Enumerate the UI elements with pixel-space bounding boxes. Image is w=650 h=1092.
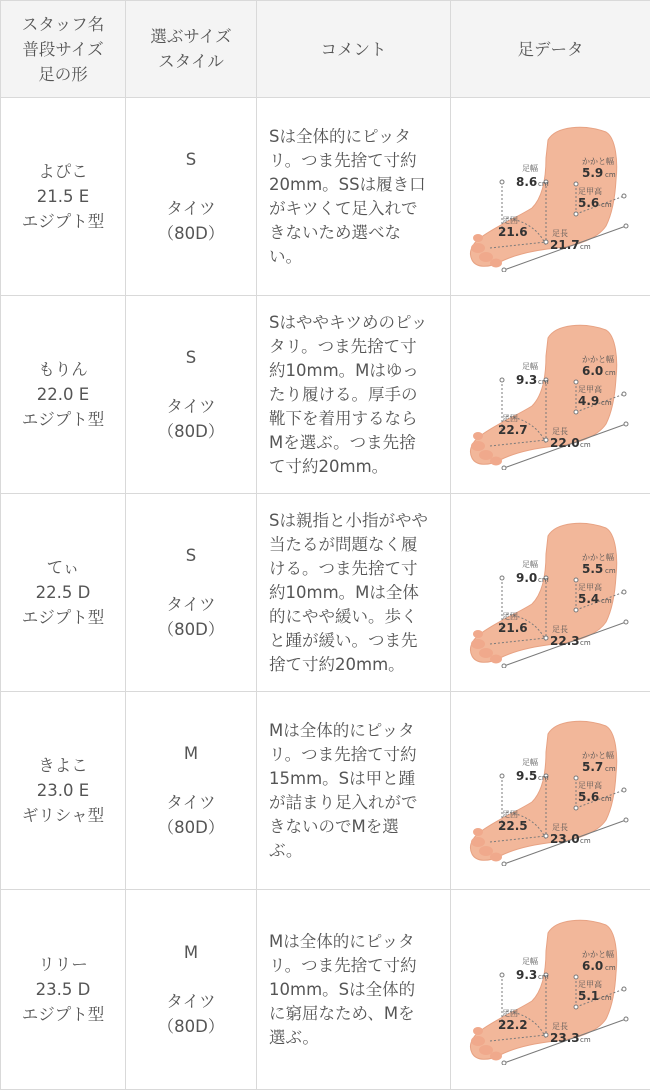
toe-icon [490, 852, 502, 861]
toe-icon [479, 648, 493, 658]
girth-value: 21.6 [497, 224, 528, 239]
length-label: 足長 [551, 228, 568, 238]
comment-line: がキツくて足入れで [269, 198, 418, 218]
foot-data-cell [451, 296, 650, 494]
staff-name: もりん [38, 360, 88, 379]
toe-icon [490, 258, 502, 267]
instep-value: 5.4 [577, 591, 599, 606]
comment-line: Mは全体的にピッタ [269, 931, 415, 951]
size-cell [126, 890, 257, 1090]
header-foot-data: 足データ [451, 1, 650, 98]
style-type: タイツ [166, 793, 216, 812]
staff-foot-shape: ギリシャ型 [21, 806, 105, 825]
heel-unit: cm [604, 368, 616, 377]
comment-line: 的にやや緩い。歩く [269, 606, 418, 626]
comment-cell [257, 692, 451, 890]
girth-value: 21.6 [497, 620, 528, 635]
girth-value: 22.7 [497, 422, 528, 437]
header-staff-line2: 普段サイズ [22, 39, 104, 59]
toe-icon [473, 828, 483, 836]
girth-label: 足囲 [501, 1008, 518, 1018]
length-value: 22.3 [549, 633, 580, 648]
heel-label: かかと幅 [581, 949, 614, 959]
comment-line: Mは全体的にピッタ [269, 720, 415, 740]
instep-label: 足甲高 [577, 384, 602, 394]
style-type: タイツ [166, 595, 216, 614]
foot-data-cell [451, 98, 650, 296]
width-label: 足幅 [521, 757, 538, 767]
width-label: 足幅 [521, 361, 538, 371]
comment-line: リ。つま先捨て寸約 [269, 955, 417, 975]
instep-label: 足甲高 [577, 582, 602, 592]
table-row [1, 494, 650, 692]
heel-unit: cm [604, 963, 616, 972]
comment-line: て寸約20mm。 [269, 456, 389, 476]
foot-data-cell [451, 692, 650, 890]
girth-label: 足囲 [501, 215, 518, 225]
girth-value: 22.2 [497, 1017, 528, 1032]
toe-icon [490, 1051, 502, 1060]
instep-unit: cm [600, 398, 612, 407]
comment-line: に窮屈なため、Mを [269, 1003, 415, 1023]
heel-value: 5.7 [581, 759, 603, 774]
length-unit: cm [579, 242, 591, 251]
instep-unit: cm [600, 596, 612, 605]
comment-line: たり履ける。厚手の [269, 384, 418, 404]
comment-line: と踵が緩い。つま先 [269, 630, 418, 650]
instep-unit: cm [600, 794, 612, 803]
comment-line: Sは親指と小指がやや [269, 510, 428, 530]
width-value: 8.6 [515, 174, 537, 189]
style-denier: （80D） [157, 620, 225, 639]
staff-foot-shape: エジプト型 [21, 608, 105, 627]
width-unit: cm [537, 575, 549, 584]
header-comment: コメント [257, 1, 451, 98]
instep-unit: cm [600, 993, 612, 1002]
toe-icon [471, 837, 485, 847]
toe-icon [471, 1036, 485, 1046]
toe-icon [479, 252, 493, 262]
toe-icon [473, 234, 483, 242]
staff-usual-size: 23.5 D [35, 980, 91, 999]
comment-line: 選ぶ。 [269, 1027, 319, 1047]
comment-line: 約10mm。Mはゆっ [269, 360, 419, 380]
length-unit: cm [579, 1035, 591, 1044]
toe-icon [471, 243, 485, 253]
toe-icon [490, 654, 502, 663]
comment-line: 15mm。Sは甲と踵 [269, 768, 416, 788]
toe-icon [479, 450, 493, 460]
heel-unit: cm [604, 764, 616, 773]
girth-label: 足囲 [501, 809, 518, 819]
header-size-line2: スタイル [158, 52, 224, 71]
comment-line: い。 [269, 246, 302, 266]
header-staff-line1: スタッフ名 [21, 14, 105, 34]
length-value: 21.7 [549, 237, 580, 252]
staff-name: きよこ [38, 756, 88, 775]
staff-name: てぃ [46, 558, 80, 577]
table-row [1, 692, 650, 890]
style-denier: （80D） [157, 224, 225, 243]
header-row [1, 1, 650, 98]
staff-foot-shape: エジプト型 [21, 212, 105, 231]
style-denier: （80D） [157, 818, 225, 837]
staff-cell [1, 890, 126, 1090]
comment-line: タリ。つま先捨て寸 [269, 336, 417, 356]
chosen-size: M [183, 744, 199, 763]
comment-cell [257, 296, 451, 494]
foot-data-cell [451, 494, 650, 692]
chosen-size: M [183, 943, 199, 962]
length-value: 23.0 [549, 831, 580, 846]
width-value: 9.3 [515, 967, 537, 982]
comment-line: Mを選ぶ。つま先捨 [269, 432, 416, 452]
chosen-size: S [185, 348, 197, 367]
comment-line: ぶ。 [269, 840, 303, 860]
length-unit: cm [579, 836, 591, 845]
foot-diagram [466, 716, 636, 866]
girth-label: 足囲 [501, 611, 518, 621]
comment-cell [257, 98, 451, 296]
comment-line: きないのでMを選 [269, 816, 399, 836]
staff-name: リリー [38, 955, 88, 974]
heel-label: かかと幅 [581, 156, 614, 166]
chosen-size: S [185, 150, 197, 169]
instep-value: 5.1 [577, 988, 599, 1003]
length-label: 足長 [551, 1021, 568, 1031]
width-unit: cm [537, 377, 549, 386]
instep-value: 5.6 [577, 789, 599, 804]
style-type: タイツ [166, 397, 216, 416]
header-size-line1: 選ぶサイズ [150, 27, 232, 46]
width-value: 9.3 [515, 372, 537, 387]
staff-usual-size: 22.5 D [35, 583, 91, 602]
header-staff [1, 1, 126, 98]
comment-line: 捨て寸約20mm。 [269, 654, 405, 674]
size-cell [126, 296, 257, 494]
comment-line: Sは全体的にピッタ [269, 126, 411, 146]
size-cell [126, 494, 257, 692]
comment-line: 当たるが問題なく履 [269, 534, 418, 554]
heel-value: 5.5 [581, 561, 603, 576]
toe-icon [473, 630, 483, 638]
style-denier: （80D） [157, 422, 225, 441]
foot-data-cell [451, 890, 650, 1090]
toe-icon [471, 441, 485, 451]
girth-value: 22.5 [497, 818, 528, 833]
staff-cell [1, 98, 126, 296]
length-label: 足長 [551, 624, 568, 634]
width-label: 足幅 [521, 559, 538, 569]
toe-icon [473, 432, 483, 440]
width-unit: cm [537, 773, 549, 782]
instep-label: 足甲高 [577, 186, 602, 196]
style-type: タイツ [166, 992, 216, 1011]
style-type: タイツ [166, 199, 216, 218]
comment-line: Sはややキツめのピッ [269, 312, 428, 332]
header-staff-line3: 足の形 [38, 64, 88, 84]
staff-name: よぴこ [38, 162, 88, 181]
comment-line: きないため選べな [269, 222, 401, 242]
staff-usual-size: 21.5 E [36, 187, 90, 206]
instep-unit: cm [600, 200, 612, 209]
comment-line: リ。つま先捨て寸約 [269, 744, 417, 764]
instep-label: 足甲高 [577, 780, 602, 790]
table-row [1, 98, 650, 296]
comment-cell [257, 890, 451, 1090]
length-unit: cm [579, 440, 591, 449]
instep-value: 5.6 [577, 195, 599, 210]
toe-icon [471, 639, 485, 649]
chosen-size: S [185, 546, 197, 565]
heel-unit: cm [604, 170, 616, 179]
toe-icon [479, 846, 493, 856]
heel-label: かかと幅 [581, 750, 614, 760]
staff-usual-size: 22.0 E [36, 385, 90, 404]
comment-line: 靴下を着用するなら [269, 408, 418, 428]
table-row [1, 890, 650, 1090]
width-value: 9.0 [515, 570, 537, 585]
header-size [126, 1, 257, 98]
comment-line: 20mm。SSは履き口 [269, 174, 426, 194]
width-label: 足幅 [521, 956, 538, 966]
size-cell [126, 98, 257, 296]
comment-line: ける。つま先捨て寸 [269, 558, 418, 578]
comment-line: 約10mm。Mは全体 [269, 582, 419, 602]
size-cell [126, 692, 257, 890]
table-row [1, 296, 650, 494]
heel-unit: cm [604, 566, 616, 575]
heel-value: 6.0 [581, 958, 603, 973]
toe-icon [490, 456, 502, 465]
heel-value: 5.9 [581, 165, 603, 180]
staff-foot-shape: エジプト型 [21, 410, 105, 429]
width-label: 足幅 [521, 163, 538, 173]
staff-cell [1, 494, 126, 692]
width-value: 9.5 [515, 768, 537, 783]
comment-line: リ。つま先捨て寸約 [269, 150, 417, 170]
staff-cell [1, 692, 126, 890]
comment-line: が詰まり足入れがで [269, 792, 418, 812]
foot-diagram [466, 915, 636, 1065]
style-denier: （80D） [157, 1017, 225, 1036]
staff-foot-shape: エジプト型 [21, 1005, 105, 1024]
heel-label: かかと幅 [581, 552, 614, 562]
comment-cell [257, 494, 451, 692]
length-unit: cm [579, 638, 591, 647]
staff-cell [1, 296, 126, 494]
comment-line: 10mm。Sは全体的 [269, 979, 416, 999]
length-value: 22.0 [549, 435, 580, 450]
foot-diagram [466, 518, 636, 668]
toe-icon [479, 1045, 493, 1055]
girth-label: 足囲 [501, 413, 518, 423]
heel-value: 6.0 [581, 363, 603, 378]
length-label: 足長 [551, 426, 568, 436]
foot-diagram [466, 320, 636, 470]
width-unit: cm [537, 972, 549, 981]
instep-label: 足甲高 [577, 979, 602, 989]
heel-label: かかと幅 [581, 354, 614, 364]
foot-diagram [466, 122, 636, 272]
instep-value: 4.9 [577, 393, 599, 408]
length-value: 23.3 [549, 1030, 580, 1045]
length-label: 足長 [551, 822, 568, 832]
toe-icon [473, 1027, 483, 1035]
staff-usual-size: 23.0 E [36, 781, 90, 800]
width-unit: cm [537, 179, 549, 188]
